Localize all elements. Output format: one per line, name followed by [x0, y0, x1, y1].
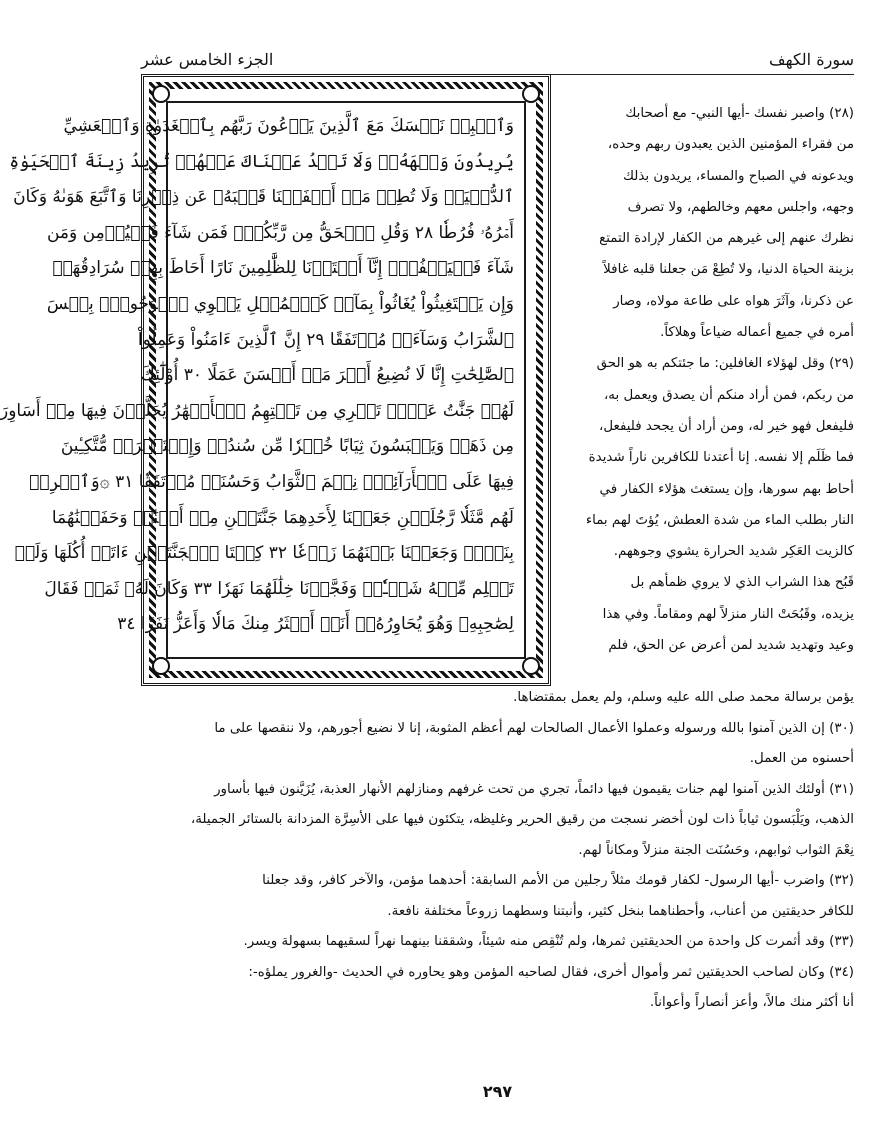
quran-line: يُرِيدُونَ وَجۡهَهُۥۖ وَلَا تَعۡدُ عَيۡنَاكَ عَنۡهُمۡ تُرِيدُ زِينَةَ ٱلۡحَيَوٰةِ [9, 151, 514, 172]
quran-ornamental-frame [0, 74, 551, 686]
quran-line: لَهُم مَّثَلٗا رَّجُلَيۡنِ جَعَلۡنَا لِأَحَدِهِمَا جَنَّتَيۡنِ مِنۡ أَعۡنَٰبٖ وَحَفَفۡنَٰهُمَا [51, 507, 514, 528]
tafsir-line: من فقراء المؤمنين الذين يعبدون ربهم وحده، [607, 137, 854, 153]
frame-corner-icon [522, 657, 540, 675]
quran-line: شَآءَ فَلۡيَكۡفُرۡۚ إِنَّآ أَعۡتَدۡنَا لِلظَّٰلِمِينَ نَارًا أَحَاطَ بِهِمۡ سُرَادِقُهَاۚ [52, 258, 514, 279]
quran-line: تَظۡلِم مِّنۡهُ شَيۡـٔٗاۚ وَفَجَّرۡنَا خِلَٰلَهُمَا نَهَرٗا ٣٣ وَكَانَ لَهُۥ ثَمَرٞ فَقَالَ [44, 578, 514, 599]
tafsir-line: أحاط بهم سورها، وإن يستغث هؤلاء الكفار في [599, 481, 854, 497]
quran-line: أَمۡرُهُۥ فُرُطٗا ٢٨ وَقُلِ ٱلۡحَقُّ مِن رَّبِّكُمۡۖ فَمَن شَآءَ فَلۡيُؤۡمِن وَمَن [46, 222, 514, 243]
tafsir-line: يؤمن برسالة محمد صلى الله عليه وسلم، ولم يعمل بمقتضاها. [513, 690, 854, 705]
tafsir-line: فما ظَلَم إلا نفسه. إنا أعتدنا للكافرين ناراً شديدة [588, 450, 854, 466]
tafsir-line: أنا أكثر منك مالاً، وأعز أنصاراً وأعواناً. [649, 995, 854, 1010]
tafsir-line: (٣٢) واضرب -أيها الرسول- لكفار قومك مثلاً رجلين من الأمم السابقة: أحدهما مؤمن، والآخر كافر، وقد جعلنا [262, 873, 854, 888]
tafsir-full-width [141, 683, 854, 1019]
tafsir-line: أحسنوه من العمل. [749, 751, 854, 766]
quran-line: فِيهَا عَلَى ٱلۡأَرَآئِكِۚ نِعۡمَ ٱلثَّوَابُ وَحَسُنَتۡ مُرۡتَفَقٗا ٣١ ۞وَٱضۡرِبۡ [29, 471, 514, 492]
tafsir-line: كالزيت العَكِر شديد الحرارة يشوي وجوههم. [613, 544, 854, 560]
quran-line: لَهُمۡ جَنَّٰتُ عَدۡنٖ تَجۡرِي مِن تَحۡتِهِمُ ٱلۡأَنۡهَٰرُ يُحَلَّوۡنَ فِيهَا مِنۡ أَسَاوِرَ [0, 400, 514, 421]
tafsir-line: من ربكم، فمن أراد منكم أن يصدق ويعمل به، [603, 387, 854, 403]
quran-line: وَٱصۡبِرۡ نَفۡسَكَ مَعَ ٱلَّذِينَ يَدۡعُونَ رَبَّهُم بِٱلۡغَدَوٰةِ وَٱلۡعَشِيِّ [63, 116, 514, 136]
tafsir-line: للكافر حديقتين من أعناب، وأحطناهما بنخل كثير، وأنبتنا وسطهما زروعاً مختلفة نافعة. [387, 903, 854, 919]
tafsir-line: فليفعل فهو خير له، ومن أراد أن يجحد فليفعل، [599, 418, 854, 434]
tafsir-line: نظرك عنهم إلى غيرهم من الكفار لإرادة التمتع [599, 231, 854, 247]
juz-title: الجزء الخامس عشر [141, 50, 274, 69]
tafsir-line: (٣٤) وكان لصاحب الحديقتين ثمر وأموال أخرى، فقال لصاحبه المؤمن وهو يحاوره في الحديث -والغرور يملؤه-: [248, 964, 854, 980]
tafsir-line: النار بطلب الماء من شدة العطش، يُؤتَ لهم بماء [585, 512, 854, 528]
quran-line: ٱلصَّٰلِحَٰتِ إِنَّا لَا نُضِيعُ أَجۡرَ مَنۡ أَحۡسَنَ عَمَلًا ٣٠ أُوْلَٰٓئِكَ [140, 365, 514, 386]
tafsir-line: (٢٨) واصبر نفسك -أيها النبي- مع أصحابك [625, 106, 854, 121]
tafsir-line: (٣١) أولئك الذين آمنوا لهم جنات يقيمون فيها دائماً، تجري من تحت غرفهم ومنازلهم الأنهار العذبة، يُزَيَّنون فيها بأساور [214, 781, 854, 797]
quran-line: مِن ذَهَبٖ وَيَلۡبَسُونَ ثِيَابًا خُضۡرٗا مِّن سُندُسٖ وَإِسۡتَبۡرَقٖ مُّتَّكِـِٔينَ [60, 436, 514, 457]
tafsir-line: نِعْمَ الثواب ثوابهم، وحَسُنَت الجنة منزلاً ومكاناً لهم. [578, 842, 854, 858]
tafsir-side-column [568, 98, 854, 661]
quran-line: لِصَٰحِبِهِۦ وَهُوَ يُحَاوِرُهُۥٓ أَنَا۠ أَكۡثَرُ مِنكَ مَالٗا وَأَعَزُّ نَفَرٗا ٣٤ [117, 614, 514, 635]
tafsir-line: ويدعونه في الصباح والمساء، يريدون بذلك [622, 168, 854, 184]
quran-line: بِنَخۡلٖ وَجَعَلۡنَا بَيۡنَهُمَا زَرۡعٗا ٣٢ كِلۡتَا ٱلۡجَنَّتَيۡنِ ءَاتَتۡ أُكُلَهَا وَلَمۡ [14, 543, 514, 564]
tafsir-line: بزينة الحياة الدنيا، ولا تُطِعْ مَن جعلنا قلبه غافلاً [603, 262, 854, 278]
tafsir-line: (٣٣) وقد أثمرت كل واحدة من الحديقتين ثمرها، ولم تُنْقِص منه شيئاً، وشققنا بينهما نهراً لسقيهما بسهولة ويسر. [243, 934, 854, 949]
tafsir-line: وجهه، واجلس معهم وخالطهم، ولا تصرف [627, 199, 854, 215]
page-number: ٢٩٧ [482, 1082, 513, 1101]
tafsir-line: أمره في جميع أعماله ضياعاً وهلاكاً. [660, 325, 854, 341]
tafsir-line: الذهب، ويَلْبَسون ثياباً ذات لون أخضر نسجت من رقيق الحرير وغليظه، يتكئون فيها على الأسِرَّة المزدانة بالستائر الجميلة، [190, 812, 854, 827]
tafsir-line: (٢٩) وقل لهؤلاء الغافلين: ما جئتكم به هو الحق [596, 356, 854, 372]
tafsir-line: (٣٠) إن الذين آمنوا بالله ورسوله وعملوا الأعمال الصالحات لهم أعظم المثوبة، إنا لا نضيع أجورهم، ولا ننقصها على ما [214, 720, 854, 736]
quran-line: وَإِن يَسۡتَغِيثُواْ يُغَاثُواْ بِمَآءٖ كَٱلۡمُهۡلِ يَشۡوِي ٱلۡوُجُوهَۚ بِئۡسَ [46, 293, 514, 314]
quran-line: ٱلدُّنۡيَاۖ وَلَا تُطِعۡ مَنۡ أَغۡفَلۡنَا قَلۡبَهُۥ عَن ذِكۡرِنَا وَٱتَّبَعَ هَوَىٰهُ وَكَانَ [13, 187, 514, 208]
quran-line: ٱلشَّرَابُ وَسَآءَتۡ مُرۡتَفَقًا ٢٩ إِنَّ ٱلَّذِينَ ءَامَنُواْ وَعَمِلُواْ [137, 329, 514, 350]
tafsir-line: عن ذكرنا، وآثَرَ هواه على طاعة مولاه، وصار [613, 293, 854, 309]
frame-corner-icon [152, 657, 170, 675]
tafsir-line: قَبُح هذا الشراب الذي لا يروي ظمأهم بل [630, 575, 854, 591]
quran-text-block [0, 101, 526, 659]
tafsir-line: وعيد وتهديد شديد لمن أعرض عن الحق، فلم [608, 638, 854, 654]
tafsir-line: يزيده، وقَبُحَتْ النار منزلاً لهم ومقاماً. وفي هذا [602, 606, 854, 622]
surah-title: سورة الكهف [769, 50, 854, 69]
